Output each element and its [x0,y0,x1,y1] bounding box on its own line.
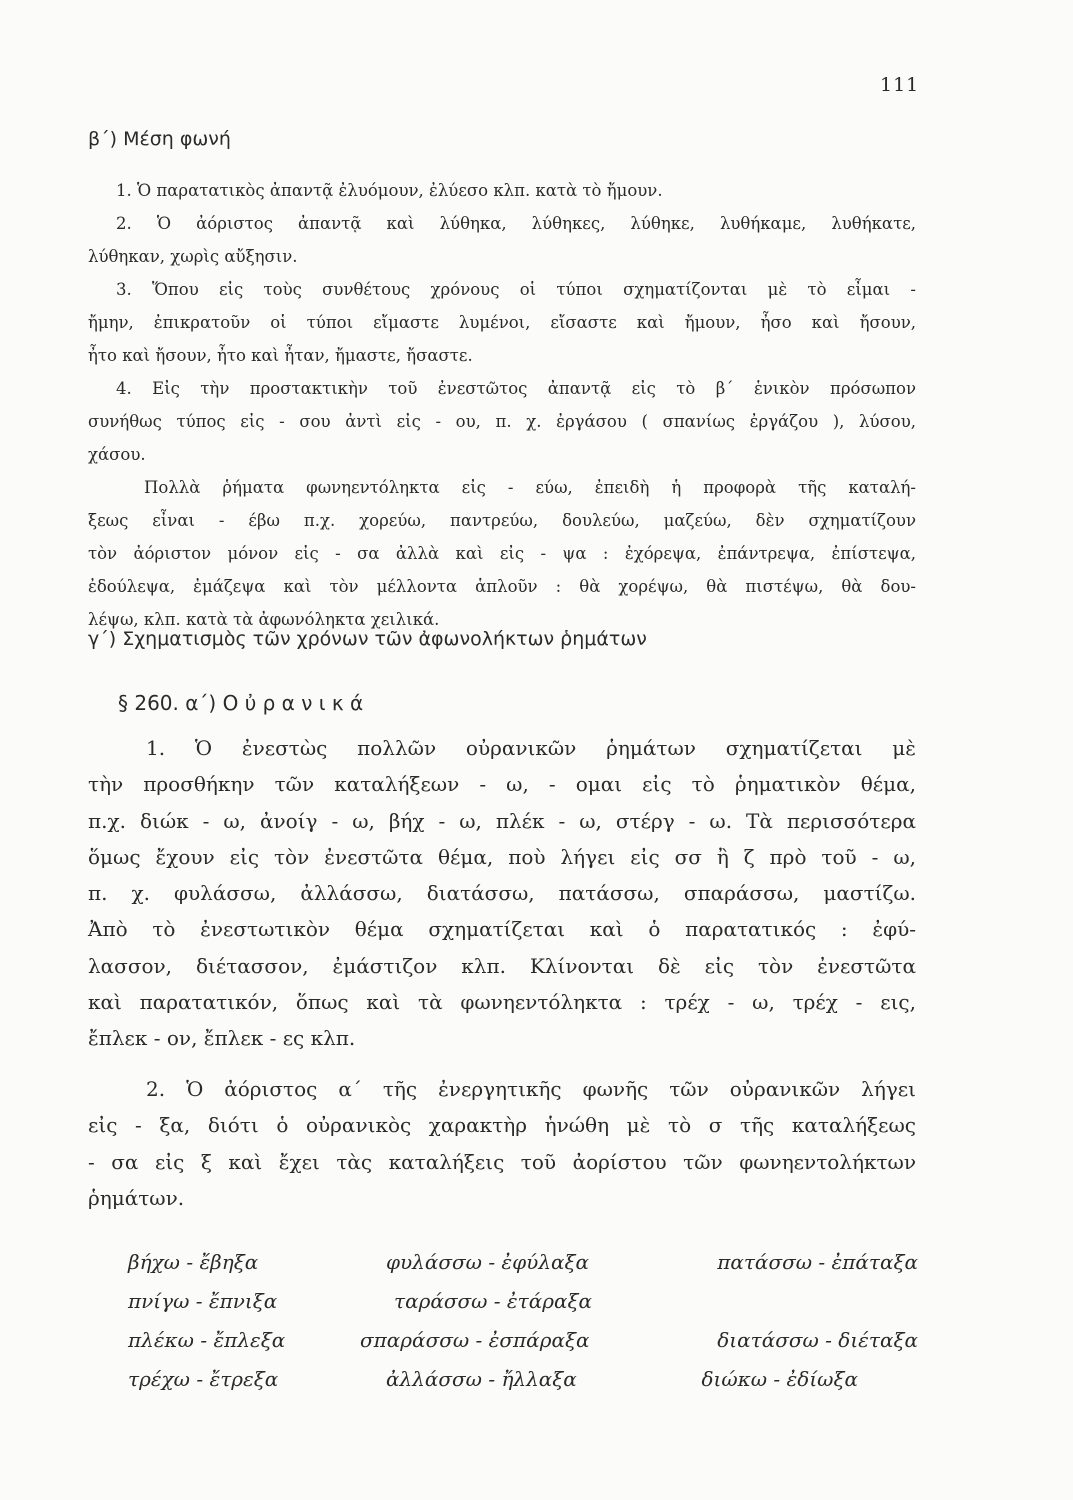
verb-cell: φυλάσσω - ἐφύλαξα [386,1250,590,1274]
verb-cell: πνίγω - ἔπνιξα [128,1289,278,1313]
verb-table-row [88,1289,918,1328]
text-line: 4. Εἰς τὴν προστακτικὴν τοῦ ἐνεστῶτος ἀπαντᾷ εἰς τὸ β΄ ἑνικὸν πρόσωπον [116,379,916,398]
text-line: Πολλὰ ῥήματα φωνηεντόληκτα εἰς - εύω, ἐπειδὴ ἡ προφορὰ τῆς καταλή- [144,478,916,497]
text-line: ῥημάτων. [88,1185,185,1210]
text-line: λύθηκαν, χωρὶς αὔξησιν. [88,247,298,266]
text-line: τὴν προσθήκην τῶν καταλήξεων - ω, - ομαι εἰς τὸ ῥηματικὸν θέμα, [88,772,916,797]
page-number: 111 [880,74,920,96]
text-line: χάσου. [88,445,146,464]
verb-table-row [88,1367,918,1406]
section-beta-heading: β΄) Μέση φωνή [88,128,231,150]
text-line: ἐδούλεψα, ἐμάζεψα καὶ τὸν μέλλοντα ἁπλοῦν : θὰ χορέψω, θὰ πιστέψω, θὰ δου- [88,577,916,596]
text-line: 3. Ὅπου εἰς τοὺς συνθέτους χρόνους οἱ τύποι σχηματίζονται μὲ τὸ εἶμαι - [116,280,916,299]
verb-table-row [88,1250,918,1289]
text-line: - σα εἰς ξ καὶ ἔχει τὰς καταλήξεις τοῦ ἀορίστου τῶν φωνηεντολήκτων [88,1149,916,1174]
verb-table [88,1250,918,1406]
verb-table-row [88,1328,918,1367]
verb-cell: πατάσσω - ἐπάταξα [717,1250,918,1274]
text-line: 1. Ὁ παρατατικὸς ἀπαντᾷ ἐλυόμουν, ἐλύεσο κλπ. κατὰ τὸ ἤμουν. [116,181,663,200]
text-line: συνήθως τύπος εἰς - σου ἀντὶ εἰς - ου, π. χ. ἐργάσου ( σπανίως ἐργάζου ), λύσου, [88,412,916,431]
verb-cell: ἀλλάσσω - ἤλλαξα [386,1367,577,1391]
verb-cell: ταράσσω - ἐτάραξα [394,1289,593,1313]
text-line: εἰς - ξα, διότι ὁ οὐρανικὸς χαρακτὴρ ἡνώθη μὲ τὸ σ τῆς καταλήξεως [88,1113,916,1138]
text-line: 1. Ὁ ἐνεστὼς πολλῶν οὐρανικῶν ῥημάτων σχηματίζεται μὲ [146,736,916,760]
verb-cell: τρέχω - ἔτρεξα [128,1367,279,1391]
verb-cell: διώκω - ἐδίωξα [701,1367,858,1391]
section-gamma-heading: γ΄) Σχηματισμὸς τῶν χρόνων τῶν ἀφωνολήκτων ῥημάτων [88,628,647,650]
text-line: ἦτο καὶ ἤσουν, ἦτο καὶ ἦταν, ἤμαστε, ἤσαστε. [88,346,473,365]
verb-cell: σπαράσσω - ἐσπάραξα [360,1328,590,1352]
text-line: ἔπλεκ - ον, ἔπλεκ - ες κλπ. [88,1026,356,1051]
section-beta-body [88,174,916,636]
text-line: λασσον, διέτασσον, ἐμάστιζον κλπ. Κλίνονται δὲ εἰς τὸν ἐνεστῶτα [88,953,916,978]
verb-cell: βήχω - ἔβηξα [128,1250,259,1274]
text-line: Ἀπὸ τὸ ἐνεστωτικὸν θέμα σχηματίζεται καὶ ὁ παρατατικός : ἐφύ- [88,917,916,942]
text-line: καὶ παρατατικόν, ὅπως καὶ τὰ φωνηεντόληκτα : τρέχ - ω, τρέχ - εις, [88,990,916,1015]
text-line: π.χ. διώκ - ω, ἀνοίγ - ω, βήχ - ω, πλέκ - ω, στέργ - ω. Τὰ περισσότερα [88,808,916,833]
verb-cell: διατάσσω - διέταξα [717,1328,918,1352]
paragraph-260-body-2 [88,1071,916,1216]
text-line: ἤμην, ἐπικρατοῦν οἱ τύποι εἴμαστε λυμένοι, εἴσαστε καὶ ἤμουν, ἦσο καὶ ἤσουν, [88,313,916,332]
text-line: π. χ. φυλάσσω, ἀλλάσσω, διατάσσω, πατάσσω, σπαράσσω, μαστίζω. [88,881,916,906]
text-line: τὸν ἀόριστον μόνον εἰς - σα ἀλλὰ καὶ εἰς - ψα : ἐχόρεψα, ἐπάντρεψα, ἐπίστεψα, [88,544,916,563]
text-line: 2. Ὁ ἀόριστος ἀπαντᾷ καὶ λύθηκα, λύθηκες, λύθηκε, λυθήκαμε, λυθήκατε, [116,214,916,233]
paragraph-260-heading: § 260. α΄) Ο ὐ ρ α ν ι κ ά [118,691,364,715]
text-line: λέψω, κλπ. κατὰ τὰ ἀφωνόληκτα χειλικά. [88,610,440,629]
verb-cell: πλέκω - ἔπλεξα [128,1328,286,1352]
text-line: 2. Ὁ ἀόριστος α΄ τῆς ἐνεργητικῆς φωνῆς τῶν οὐρανικῶν λήγει [146,1077,916,1101]
text-line: ὅμως ἔχουν εἰς τὸν ἐνεστῶτα θέμα, ποὺ λήγει εἰς σσ ἢ ζ πρὸ τοῦ - ω, [88,844,916,869]
paragraph-260-body-1 [88,730,916,1057]
text-line: ξεως εἶναι - έβω π.χ. χορεύω, παντρεύω, δουλεύω, μαζεύω, δὲν σχηματίζουν [88,511,916,530]
